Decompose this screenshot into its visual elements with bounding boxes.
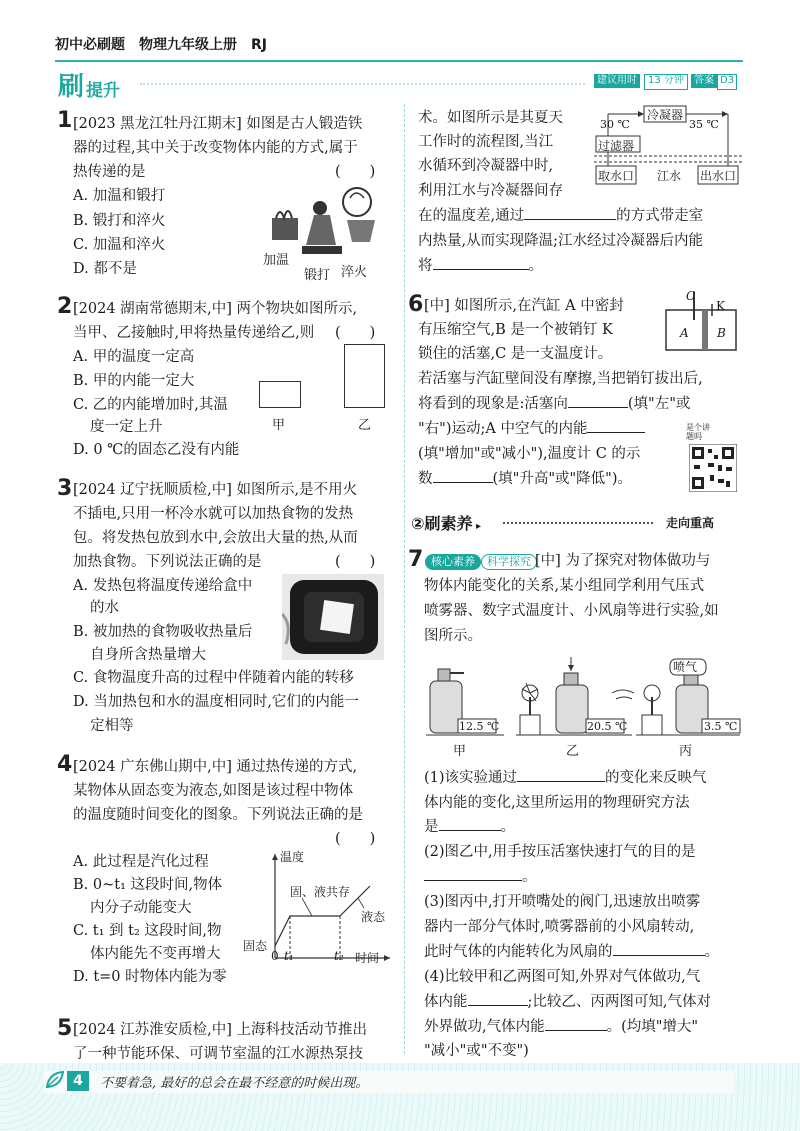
answer-blank[interactable] [517, 767, 605, 782]
page-number: 4 [67, 1071, 89, 1091]
q5-text: 的方式带走室 [616, 208, 704, 224]
q4-line: 某物体从固态变为液态,如图是该过程中物体 [73, 783, 354, 799]
figure-label: 淬火 [341, 265, 368, 280]
option: C. 乙的内能增加时,其温 [73, 397, 228, 413]
book-title: 初中必刷题 物理九年级上册 RJ [55, 37, 267, 53]
option: A. 此过程是汽化过程 [73, 854, 209, 870]
q7-blank-line [424, 767, 707, 789]
q7-line: 器内一部分气体时,喷雾器前的小风扇转动, [424, 919, 695, 935]
answer-blank[interactable] [524, 205, 616, 220]
figure-caption: 甲 [453, 744, 467, 759]
heating-pack-photo [282, 574, 384, 660]
q7-text: 外界做功,气体内能 [424, 1019, 545, 1035]
figure-label: A [680, 326, 689, 340]
q6-line: 若活塞与汽缸壁间没有摩擦,当把销钉拔出后, [418, 371, 703, 387]
option: B. 锻打和淬火 [73, 213, 166, 229]
section-title: 提升 [86, 81, 120, 101]
leaf-icon [44, 1069, 66, 1091]
core-badge: 核心素养 [425, 554, 481, 570]
figure-label: 乙 [358, 418, 372, 433]
q7-line: 体内能的变化,这里所运用的物理研究方法 [424, 795, 690, 811]
diagram-label: 冷凝器 [647, 108, 684, 122]
q6-line: (填"增加"或"减小"),温度计 C 的示 [418, 446, 641, 462]
q6-blank-line [418, 468, 632, 490]
q7-text: 。 [500, 819, 515, 835]
thermometer-reading: 12.5 ℃ [459, 720, 500, 733]
section2-dots [503, 522, 653, 524]
answer-blank[interactable] [613, 941, 705, 956]
q7-blank-line [424, 816, 515, 838]
q7-blank-line [424, 866, 537, 888]
q5-text: 将 [418, 258, 433, 274]
q7-text: 。(均填"增大" [606, 1019, 699, 1035]
q5-line: 利用江水与冷凝器间存 [418, 183, 563, 199]
q4-line: 的温度随时间变化的图象。下列说法正确的是 [73, 807, 363, 823]
q7-line: (3)图丙中,打开喷嘴处的阀门,迅速放出喷雾 [424, 894, 701, 910]
q1-line: 器的过程,其中关于改变物体内能的方式,属于 [73, 140, 358, 156]
q5-line: [2024 江苏淮安质检,中] 上海科技活动节推出 [73, 1022, 368, 1038]
question-number: 2 [57, 294, 73, 319]
q7-line: 喷雾器、数字式温度计、小风扇等进行实验,如 [424, 603, 719, 619]
q1-line: [2023 黑龙江牡丹江期末] 如图是古人锻造铁 [73, 116, 363, 132]
question-number: 7 [408, 547, 424, 572]
q5-line: 术。如图所示是其夏天 [418, 110, 563, 126]
answer-paren: ( ) [335, 164, 376, 180]
option: B. 甲的内能一定大 [73, 373, 195, 389]
section2-title: 刷素养 [424, 514, 473, 533]
question-number: 3 [57, 476, 73, 501]
block-jia [259, 381, 301, 408]
option: D. 当加热包和水的温度相同时,它们的内能一 [73, 694, 359, 710]
cylinder-diagram [658, 290, 744, 362]
answer-paren: ( ) [335, 554, 376, 570]
q7-text: (1)该实验通过 [424, 770, 518, 786]
graph-tick: 0 [271, 949, 279, 963]
answer-page: D3 [717, 74, 737, 90]
answer-blank[interactable] [433, 468, 493, 483]
option: 内分子动能变大 [90, 900, 192, 916]
diagram-label: 取水口 [598, 169, 635, 183]
graph-label: 固态 [243, 939, 268, 953]
option: D. t=0 时物体内能为零 [73, 969, 227, 985]
q7-line: 图所示。 [424, 628, 482, 644]
answer-blank[interactable] [468, 991, 528, 1006]
q6-text: "右")运动;A 中空气的内能 [418, 421, 588, 437]
option: 度一定上升 [90, 419, 163, 435]
q7-text: 体内能 [424, 994, 468, 1010]
q7-text: 。 [704, 944, 719, 960]
header-divider [55, 60, 743, 62]
answer-label: 答案 [691, 74, 717, 88]
q6-text: 数 [418, 471, 433, 487]
figure-label: 锻打 [304, 268, 331, 283]
graph-ylabel: 温度 [280, 850, 305, 864]
block-yi [344, 344, 385, 408]
q3-line: 包。将发热包放到水中,会放出大量的热,从而 [73, 530, 358, 546]
q3-line: [2024 辽宁抚顺质检,中] 如图所示,是不用火 [73, 482, 358, 498]
option: 的水 [90, 600, 119, 616]
section2-right: 走向重高 [666, 516, 715, 530]
q7-line: (4)比较甲和乙两图可知,外界对气体做功,气 [424, 969, 701, 985]
q5-text: 在的温度差,通过 [418, 208, 525, 224]
q3-line: 加热食物。下列说法正确的是 [73, 554, 262, 570]
q2-line: 当甲、乙接触时,甲将热量传递给乙,则 [73, 325, 315, 341]
option: A. 发热包将温度传递给盒中 [73, 578, 253, 594]
answer-blank[interactable] [424, 866, 522, 881]
q1-line: 热传递的是 [73, 164, 146, 180]
dotted-divider [140, 83, 585, 85]
q2-line: [2024 湖南常德期末,中] 两个物块如图所示, [73, 301, 358, 317]
footer-motto: 不要着急, 最好的总会在最不经意的时候出现。 [100, 1076, 369, 1091]
graph-tick: t₂ [334, 949, 344, 963]
option: C. 加温和淬火 [73, 237, 166, 253]
q5-line: 水循环到冷凝器中时, [418, 158, 554, 174]
option: A. 加温和锻打 [73, 188, 166, 204]
q5-line: 内热量,从而实现降温;江水经过冷凝器后内能 [418, 233, 703, 249]
q7-text: 是 [424, 819, 439, 835]
section2-header: ②刷素养 ▸ [411, 514, 482, 533]
thermometer-reading: 3.5 ℃ [704, 720, 738, 733]
graph-label: 固、液共存 [290, 885, 351, 899]
figure-label: B [717, 326, 726, 340]
q7-text: 。 [522, 869, 537, 885]
option: 定相等 [90, 718, 134, 734]
q7-line: "减小"或"不变") [424, 1043, 529, 1059]
option: 体内能先不变再增大 [90, 946, 221, 962]
q7-line: (2)图乙中,用手按压活塞快速打气的目的是 [424, 844, 696, 860]
figure-label: K [716, 299, 725, 313]
diagram-label: 35 ℃ [689, 118, 719, 131]
time-label: 建议用时 [594, 74, 640, 88]
answer-paren: ( ) [335, 831, 376, 847]
q6-line: [中] 如图所示,在汽缸 A 中密封 [424, 298, 624, 314]
q7-text: 此时气体的内能转化为风扇的 [424, 944, 613, 960]
q7-text: ;比较乙、丙两图可知,气体对 [527, 994, 711, 1010]
question-number: 6 [408, 292, 424, 317]
figure-caption: 丙 [679, 744, 693, 759]
option: B. 0~t₁ 这段时间,物体 [73, 877, 223, 893]
answer-blank[interactable] [587, 418, 645, 433]
question-number: 4 [57, 752, 73, 777]
option: C. 食物温度升高的过程中伴随着内能的转移 [73, 670, 354, 686]
qr-caption: 是个讲题吗 [686, 423, 710, 441]
q6-text: (填"升高"或"降低")。 [492, 471, 632, 487]
diagram-label: 出水口 [700, 169, 737, 183]
graph-tick: t₁ [284, 949, 294, 963]
q5-line: 了一种节能环保、可调节室温的江水源热泵技 [73, 1046, 363, 1062]
q7-first-line [425, 550, 537, 572]
figure-label: C [686, 289, 696, 303]
figure-label: 甲 [272, 418, 286, 433]
option: C. t₁ 到 t₂ 这段时间,物 [73, 923, 222, 939]
diagram-label: 过滤器 [598, 139, 635, 153]
answer-blank[interactable] [433, 255, 529, 270]
section-brush-char: 刷 [58, 72, 85, 102]
time-value: 13 分钟 [644, 74, 688, 90]
option: 自身所含热量增大 [90, 647, 206, 663]
graph-label: 液态 [361, 910, 386, 924]
q4-line: [2024 广东佛山期中,中] 通过热传递的方式, [73, 759, 358, 775]
q5-blank-line [418, 205, 703, 227]
q6-blank-line [418, 393, 690, 415]
figure-label: 加温 [263, 253, 290, 268]
question-number: 1 [57, 108, 73, 133]
answer-blank[interactable] [439, 816, 501, 831]
option: A. 甲的温度一定高 [73, 349, 195, 365]
q6-text: 将看到的现象是:活塞向 [418, 396, 568, 412]
answer-blank[interactable] [568, 393, 628, 408]
answer-blank[interactable] [545, 1016, 607, 1031]
q6-text: (填"左"或 [627, 396, 691, 412]
q6-line: 有压缩空气,B 是一个被销钉 K [418, 322, 613, 338]
section2-icon: ② [411, 514, 425, 533]
thermometer-reading: 20.5 ℃ [587, 720, 628, 733]
q5-line: 工作时的流程图,当江 [418, 134, 554, 150]
diagram-label: 30 ℃ [600, 118, 630, 131]
figure-caption: 乙 [566, 744, 580, 759]
question-number: 5 [57, 1016, 73, 1041]
spray-label: 喷气 [673, 660, 698, 674]
q5-blank-line [418, 255, 543, 277]
q7-line: [中] 为了探究对物体做功与 [535, 553, 711, 569]
option: B. 被加热的食物吸收热量后 [73, 624, 253, 640]
inquiry-badge: 科学探究 [481, 554, 537, 570]
diagram-label: 江水 [657, 169, 682, 183]
q3-line: 不插电,只用一杯冷水就可以加热食物的发热 [73, 506, 354, 522]
q5-text: 。 [528, 258, 543, 274]
column-divider [404, 104, 405, 1054]
q7-line: 物体内能变化的关系,某小组同学利用气压式 [424, 578, 705, 594]
q7-blank-line [424, 991, 711, 1013]
option: D. 0 ℃的固态乙没有内能 [73, 442, 240, 458]
option: D. 都不是 [73, 261, 137, 277]
q7-blank-line [424, 1016, 698, 1038]
q7-blank-line [424, 941, 719, 963]
q7-text: 的变化来反映气 [605, 770, 707, 786]
answer-paren: ( ) [335, 325, 376, 341]
q6-line: 锁住的活塞,C 是一支温度计。 [418, 346, 613, 362]
qr-code[interactable] [689, 444, 737, 492]
graph-xlabel: 时间 [355, 951, 380, 965]
q6-blank-line [418, 418, 645, 440]
